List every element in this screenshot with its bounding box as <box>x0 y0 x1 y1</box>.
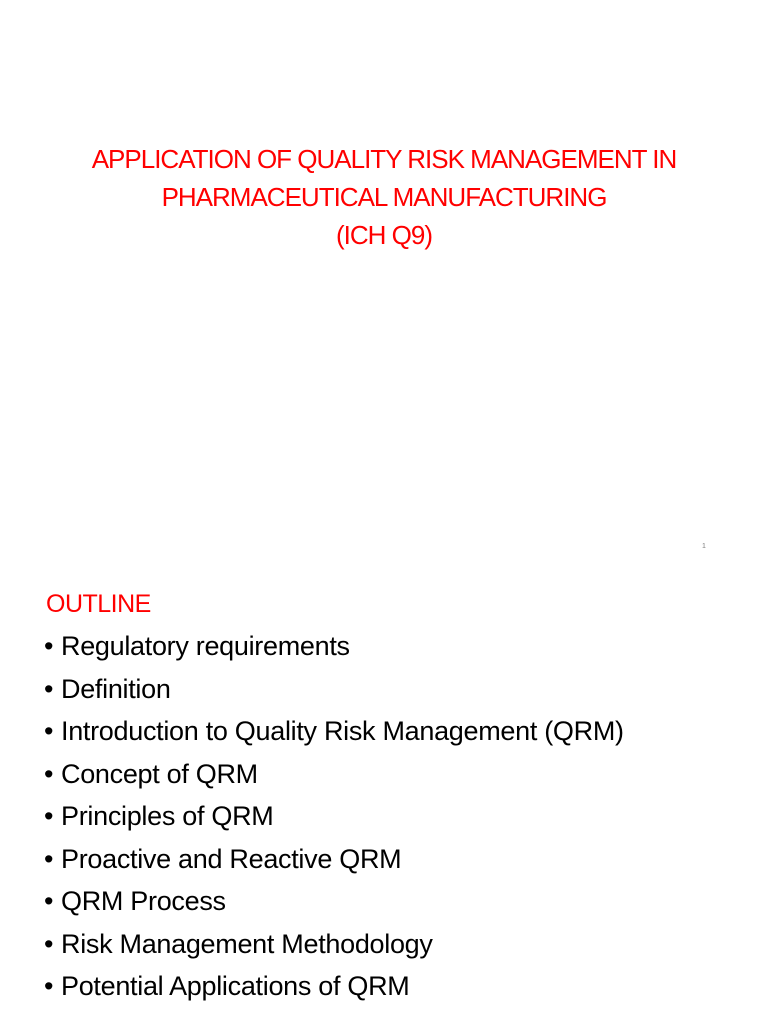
bullet-icon: • <box>44 886 54 916</box>
bullet-icon: • <box>44 758 54 789</box>
list-item-text: Principles of QRM <box>61 801 274 831</box>
list-item <box>44 672 744 706</box>
list-item <box>44 757 744 791</box>
list-item <box>44 927 744 961</box>
list-item <box>44 714 744 748</box>
list-item-text: Introduction to Quality Risk Management (QRM) <box>61 716 624 746</box>
list-item <box>44 884 744 918</box>
bullet-icon: • <box>44 673 54 704</box>
bullet-icon: • <box>44 971 54 1001</box>
title-line: (ICH Q9) <box>336 220 432 250</box>
bullet-icon: • <box>44 631 54 661</box>
list-item-text: Potential Applications of QRM <box>61 971 410 1001</box>
list-item <box>44 842 744 876</box>
list-item-text: QRM Process <box>61 886 226 916</box>
slide-number: 1 <box>702 543 706 550</box>
list-item <box>44 629 744 663</box>
bullet-icon: • <box>44 716 54 746</box>
list-item-text: Proactive and Reactive QRM <box>61 843 402 874</box>
slide-title <box>0 140 768 254</box>
outline-heading: OUTLINE <box>46 590 151 618</box>
outline-list <box>44 629 744 1012</box>
list-item-text: Risk Management Methodology <box>61 928 433 959</box>
title-line: PHARMACEUTICAL MANUFACTURING <box>161 182 607 212</box>
list-item <box>44 799 744 833</box>
list-item-text: Concept of QRM <box>61 758 258 789</box>
title-line: APPLICATION OF QUALITY RISK MANAGEMENT IN <box>91 144 677 174</box>
list-item-text: Regulatory requirements <box>61 631 350 661</box>
bullet-icon: • <box>44 928 54 959</box>
bullet-icon: • <box>44 843 54 874</box>
list-item-text: Definition <box>61 673 171 704</box>
list-item <box>44 969 744 1003</box>
bullet-icon: • <box>44 801 54 831</box>
outline-slide <box>0 570 768 1024</box>
